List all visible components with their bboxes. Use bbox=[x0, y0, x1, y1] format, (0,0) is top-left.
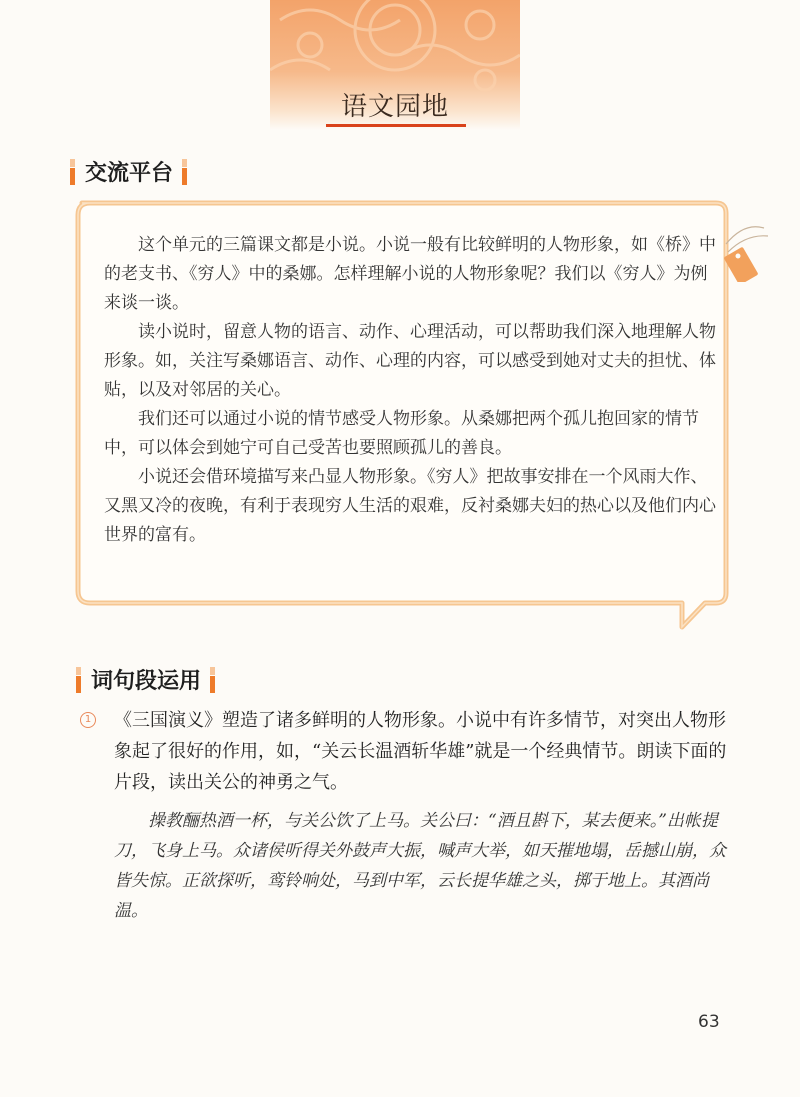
bubble-paragraph: 我们还可以通过小说的情节感受人物形象。从桑娜把两个孤儿抱回家的情节中，可以体会到她宁可自己受苦也要照顾孤儿的善良。 bbox=[104, 409, 699, 458]
unit-banner bbox=[270, 0, 520, 130]
bubble-paragraph: 读小说时，留意人物的语言、动作、心理活动，可以帮助我们深入地理解人物形象。如，关注写桑娜语言、动作、心理的内容，可以感受到她对丈夫的担忧、体贴，以及对邻居的关心。 bbox=[104, 322, 716, 400]
excerpt-text: 操教酾热酒一杯，与关公饮了上马。关公曰：“酒且斟下，某去便来。”出帐提刀，飞身上马。众诸侯听得关外鼓声大振，喊声大举，如天摧地塌，岳撼山崩，众皆失惊。正欲探听，鸾铃响处，马到中军，云长提华雄之头，掷于地上。其酒尚温。 bbox=[114, 811, 726, 921]
section-heading-usage bbox=[76, 664, 215, 695]
bubble-paragraph: 这个单元的三篇课文都是小说。小说一般有比较鲜明的人物形象，如《桥》中的老支书、《穷人》中的桑娜。怎样理解小说的人物形象呢？我们以《穷人》为例来谈一谈。 bbox=[104, 235, 716, 313]
exercise-question: 《三国演义》塑造了诸多鲜明的人物形象。小说中有许多情节，对突出人物形象起了很好的作用，如，“关云长温酒斩华雄”就是一个经典情节。朗读下面的片段，读出关公的神勇之气。 bbox=[114, 710, 727, 793]
heading-bar-left bbox=[76, 667, 81, 693]
page-number: 63 bbox=[698, 1012, 720, 1032]
exercise-1 bbox=[80, 705, 730, 798]
excerpt-passage bbox=[114, 806, 726, 926]
heading-bar-right bbox=[182, 159, 187, 185]
bubble-text bbox=[104, 231, 716, 550]
section-heading-exchange bbox=[70, 156, 187, 187]
title-underline bbox=[326, 124, 466, 127]
exercise-number: 1 bbox=[80, 712, 96, 728]
heading-bar-left bbox=[70, 159, 75, 185]
page-title: 语文园地 bbox=[340, 92, 449, 122]
heading-bar-right bbox=[210, 667, 215, 693]
tag-icon bbox=[724, 222, 784, 282]
section-title: 交流平台 bbox=[85, 161, 174, 186]
section-title: 词句段运用 bbox=[91, 669, 202, 694]
bubble-paragraph: 小说还会借环境描写来凸显人物形象。《穷人》把故事安排在一个风雨大作、又黑又冷的夜晚，有利于表现穷人生活的艰难，反衬桑娜夫妇的热心以及他们内心世界的富有。 bbox=[104, 467, 716, 545]
